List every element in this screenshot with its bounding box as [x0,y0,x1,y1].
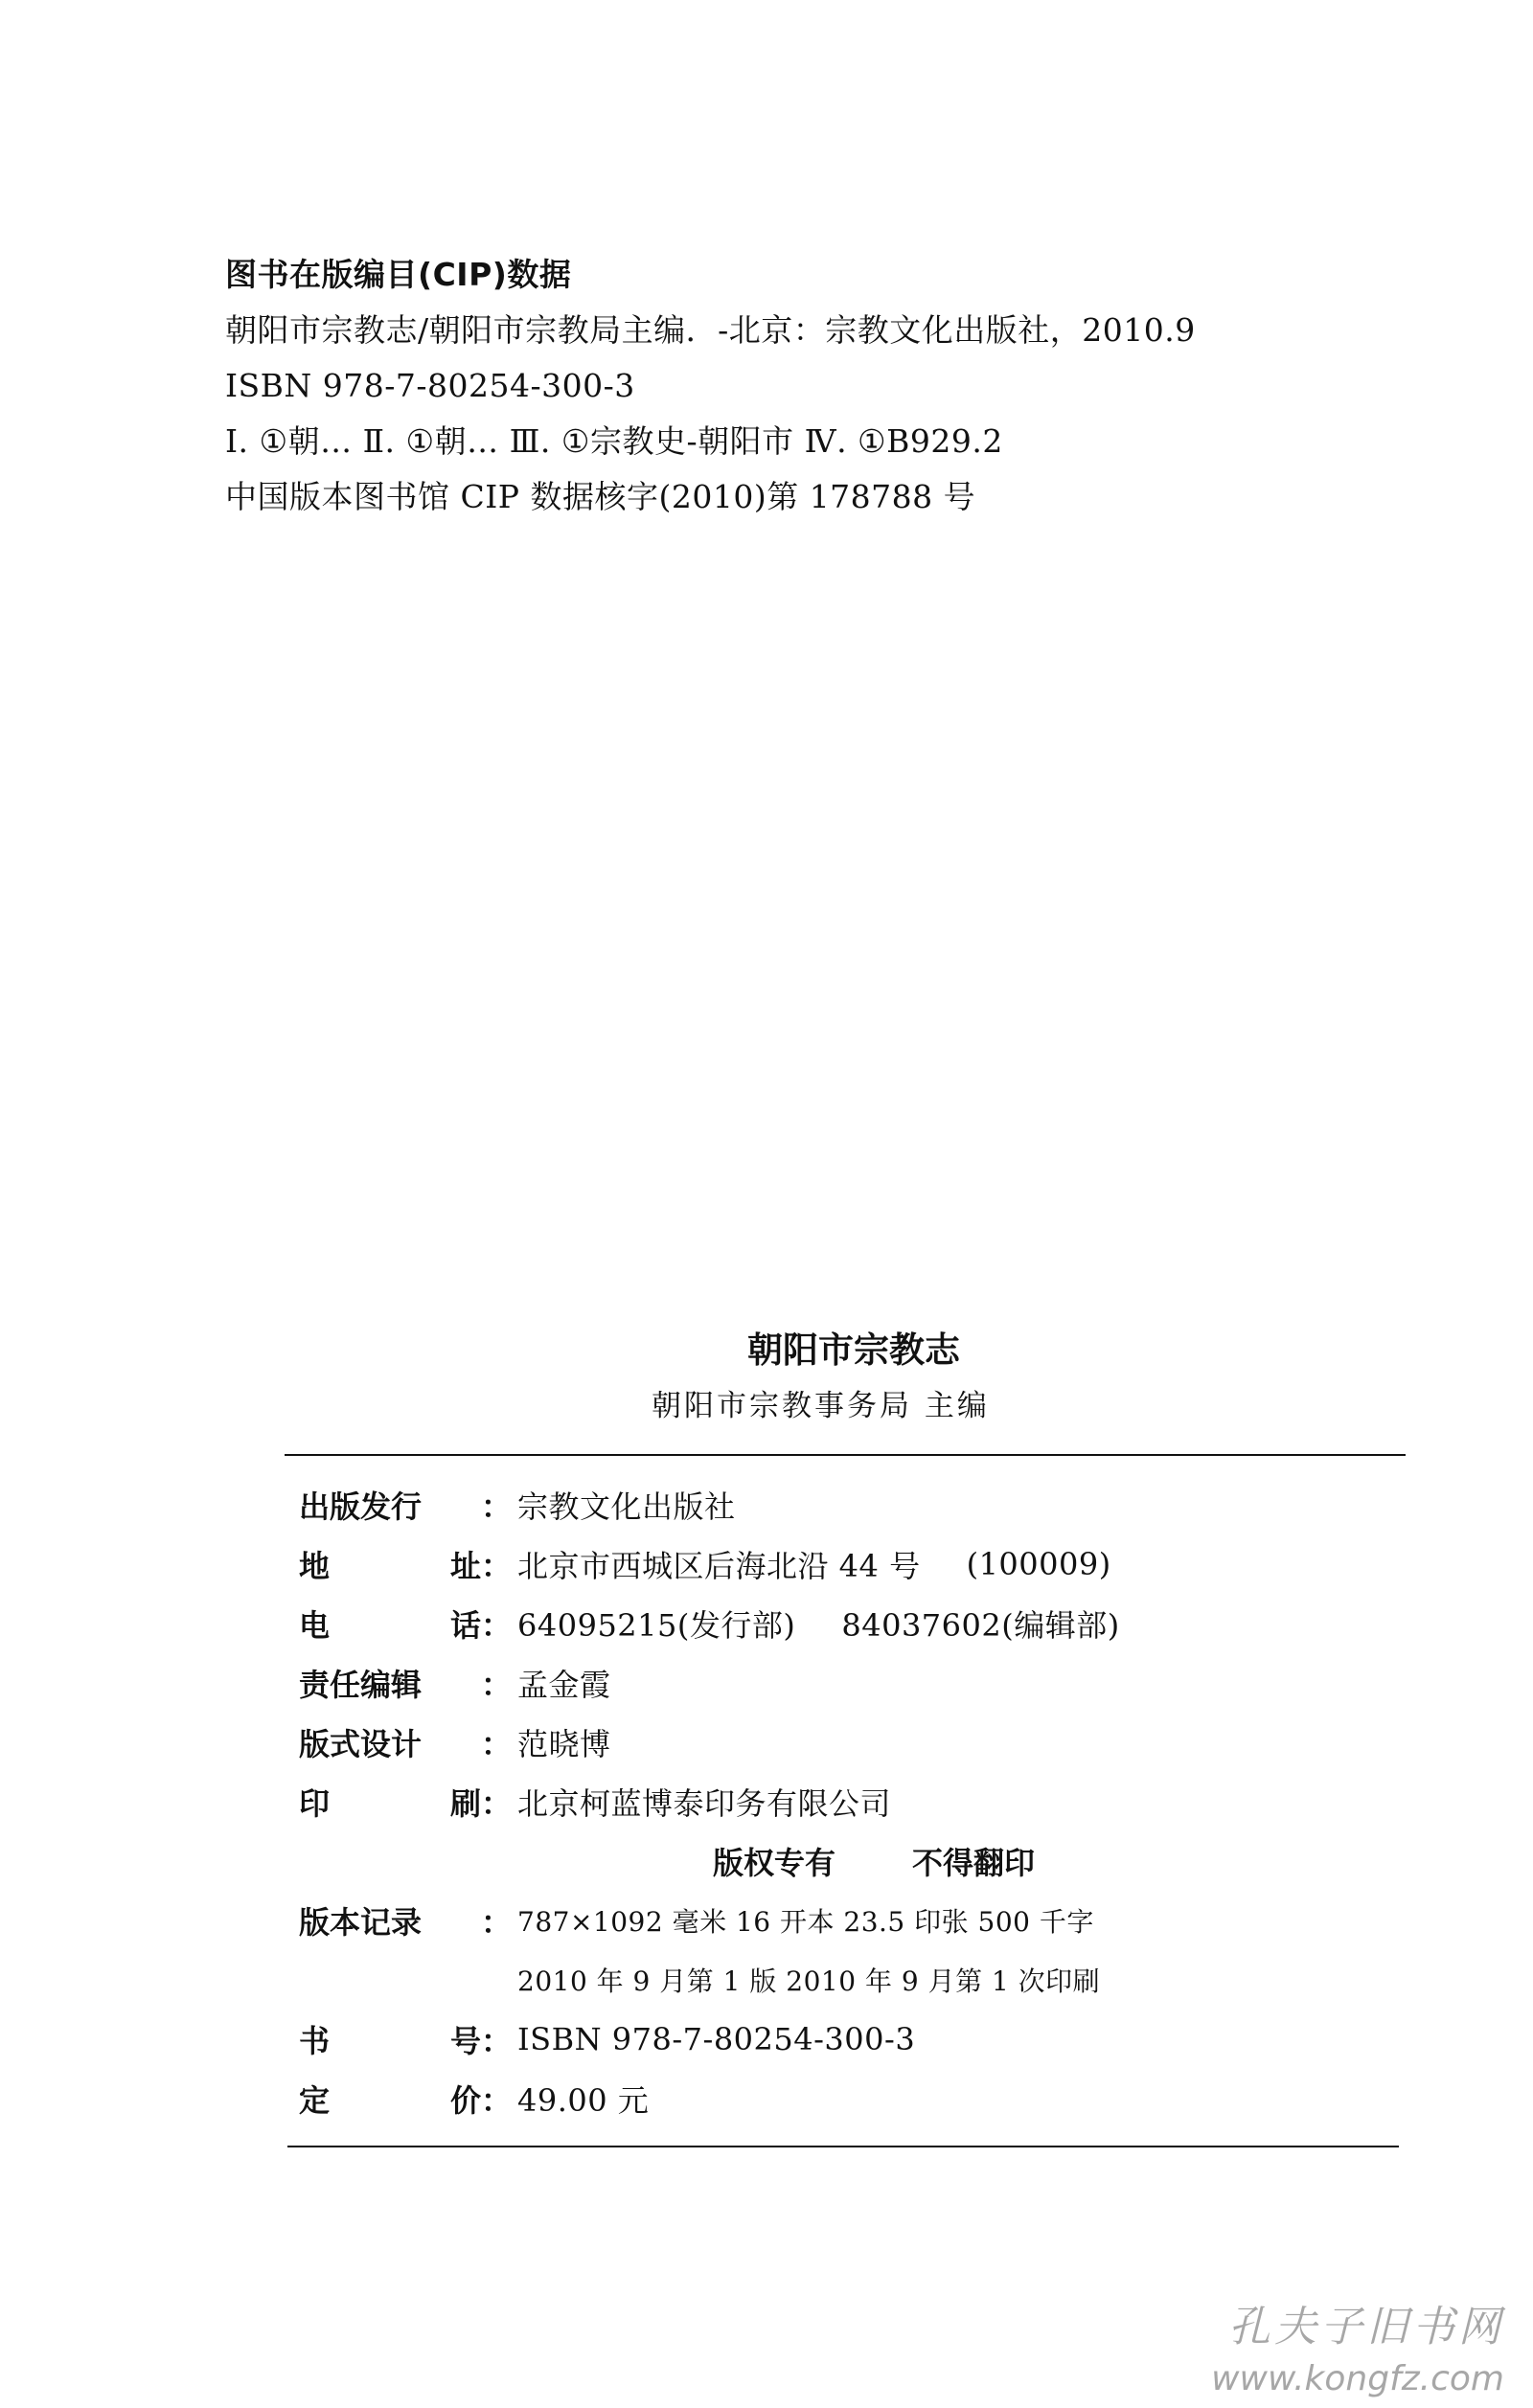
colon: ： [481,1904,513,1941]
price-label-char-2: 价 [449,2082,481,2119]
colon: ： [481,2082,513,2119]
address-postcode: (100009) [966,1546,1111,1582]
printing-value: 北京柯蓝博泰印务有限公司 [517,1785,892,1822]
watermark-text: 孔夫子旧书网 [1228,2303,1504,2351]
price-value: 49.00 元 [517,2082,650,2119]
address-label-char-2: 址 [449,1548,481,1584]
phone-label-char-2: 话 [449,1607,481,1644]
phone-row [299,1594,1391,1653]
colophon [299,1475,1391,2128]
isbn-label-char-1: 书 [299,2023,331,2059]
colon: ： [481,1607,513,1644]
book-editor: 朝阳市宗教事务局 主编 [652,1389,990,1423]
printing-label [299,1780,481,1824]
editor-in-charge-label: 责任编辑 [299,1667,423,1703]
address-label [299,1542,481,1586]
bottom-divider [287,2146,1399,2147]
cip-line-author: 朝阳市宗教志/朝阳市宗教局主编．-北京：宗教文化出版社，2010.9 [225,311,1196,349]
address-value: 北京市西城区后海北沿 44 号 [517,1548,921,1584]
edition-label: 版本记录 [299,1904,423,1941]
colon: ： [481,1785,513,1822]
isbn-label-char-2: 号 [449,2023,481,2059]
phone-label-char-1: 电 [299,1607,331,1644]
price-label-char-1: 定 [299,2082,331,2119]
phone-editorial: 84037602(编辑部) [841,1607,1120,1644]
copyright-reserved: 版权专有 [713,1845,836,1881]
top-divider [285,1454,1406,1456]
watermark-url: www.kongfz.com [1211,2359,1504,2398]
copyright-no-reprint: 不得翻印 [912,1845,1036,1881]
phone-label [299,1602,481,1646]
isbn-label [299,2017,481,2061]
publisher-label: 出版发行 [299,1488,423,1525]
cip-line-isbn: ISBN 978-7-80254-300-3 [225,367,635,404]
watermark [1102,2299,1504,2402]
colon: ： [481,1726,513,1762]
cip-line-classification: Ⅰ. ①朝… Ⅱ. ①朝… Ⅲ. ①宗教史-朝阳市 Ⅳ. ①B929.2 [225,422,1003,460]
printing-row [299,1772,1391,1831]
edition-row-2 [299,1950,1391,2010]
printing-label-char-1: 印 [299,1785,331,1822]
book-title: 朝阳市宗教志 [747,1329,960,1371]
address-label-char-1: 地 [299,1548,331,1584]
price-row [299,2069,1391,2128]
layout-design-row [299,1713,1391,1772]
price-label [299,2077,481,2121]
edition-row [299,1891,1391,1950]
colon: ： [481,1667,513,1703]
edition-format: 787×1092 毫米 16 开本 23.5 印张 500 千字 [517,1906,1094,1938]
colon: ： [481,2023,513,2059]
edition-dates: 2010 年 9 月第 1 版 2010 年 9 月第 1 次印刷 [517,1965,1101,1997]
address-row [299,1534,1391,1594]
editor-in-charge-row [299,1653,1391,1713]
editor-in-charge-value: 孟金霞 [517,1667,611,1703]
phone-distribution: 64095215(发行部) [517,1607,796,1644]
colon: ： [481,1548,513,1584]
copyright-notice [299,1831,1391,1891]
isbn-value: ISBN 978-7-80254-300-3 [517,2021,916,2057]
isbn-row [299,2010,1391,2069]
colon: ： [481,1488,513,1525]
cip-title: 图书在版编目(CIP)数据 [225,256,572,293]
printing-label-char-2: 刷 [449,1785,481,1822]
layout-design-label: 版式设计 [299,1726,423,1762]
publisher-row [299,1475,1391,1534]
cip-line-record-number: 中国版本图书馆 CIP 数据核字(2010)第 178788 号 [225,478,976,515]
layout-design-value: 范晓博 [517,1726,611,1762]
cip-data-block [225,247,1327,525]
publisher-value: 宗教文化出版社 [517,1488,736,1525]
